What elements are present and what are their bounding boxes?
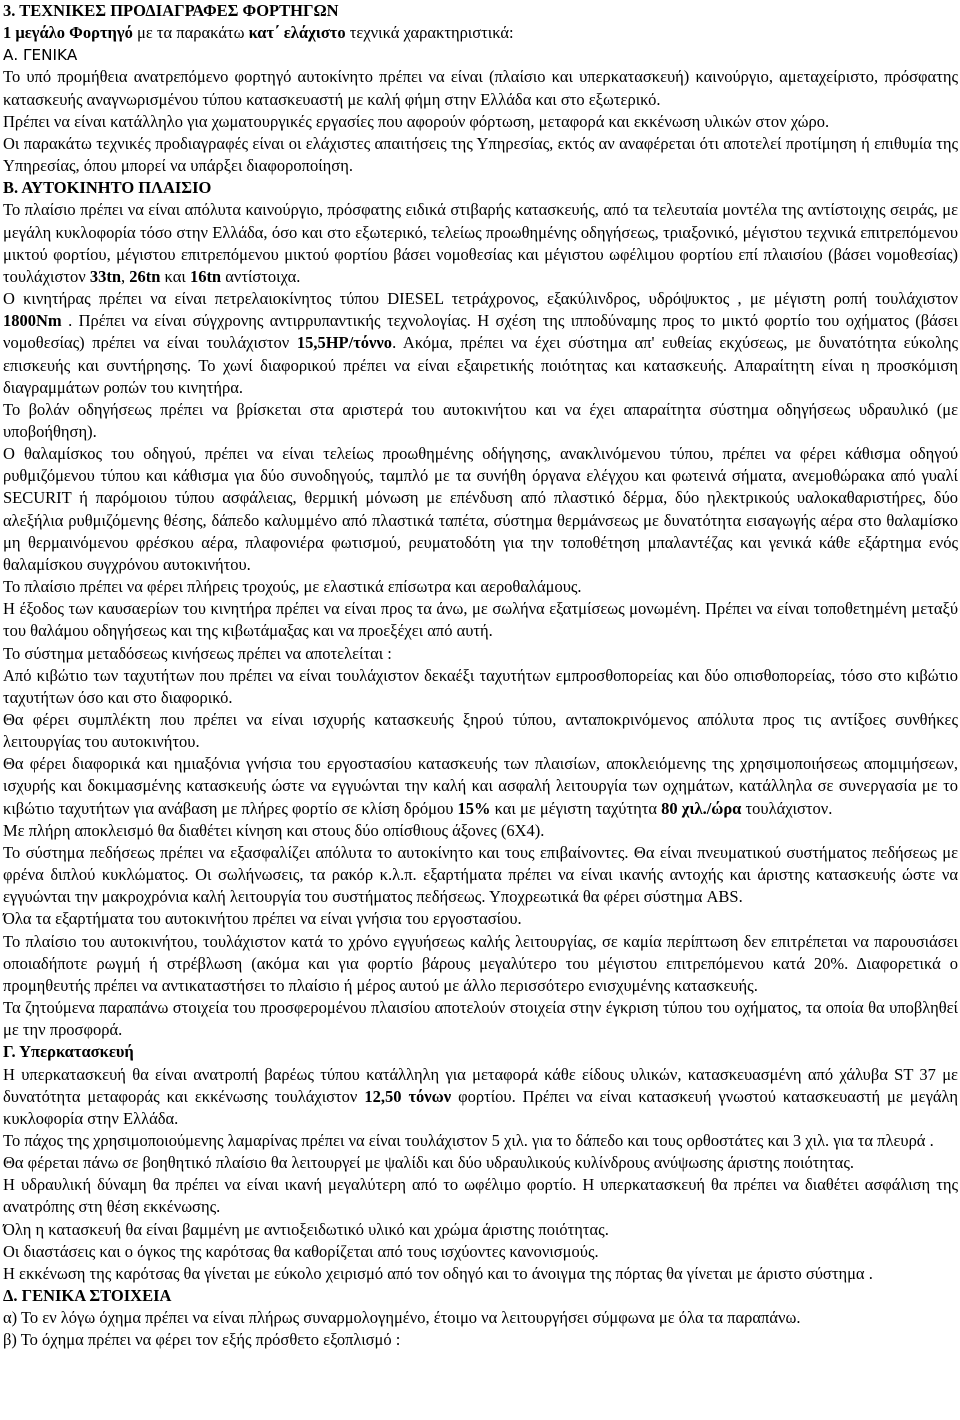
bold-value: 16tn: [189, 266, 222, 286]
section-b-paragraph: Με πλήρη αποκλεισμό θα διαθέτει κίνηση και στους δύο οπίσθιους άξονες (6Χ4).: [3, 820, 545, 840]
section-c-title: Γ. Υπερκατασκευή: [3, 1042, 134, 1062]
section-b-paragraph: Το βολάν οδηγήσεως πρέπει να βρίσκεται στα αριστερά του αυτοκινήτου και να έχει απαραίτητα σύστημα οδηγήσεως υδραυλικό (με υποβοήθηση).: [3, 399, 958, 441]
text-run: Θα φέρει διαφορικά και ημιαξόνια γνήσια του εργοστασίου κατασκευής των πλαισίων, αποκλειόμενης της χρησιμοποιήσεως απομιμήσεων, ισχυρής και δοκιμασμένης κατασκευής ώστε να εγγυώνται την καλή και ασφαλή λειτουργία των οχημάτων, κατάλληλα σε συνεργασία με το κιβώτιο ταχυτήτων για ανάβαση με πλήρες φορτίο σε κλίση δρόμου: [3, 754, 958, 818]
section-b-paragraph: Τα ζητούμενα παραπάνω στοιχεία του προσφερομένου πλαισίου αποτελούν στοιχεία στην έγκριση τύπου του οχήματος, τα οποία θα υποβληθεί με την προσφορά.: [3, 998, 958, 1040]
bold-value: 33tn: [89, 266, 121, 286]
section-d-title: Δ. ΓΕΝΙΚΑ ΣΤΟΙΧΕΙΑ: [3, 1286, 172, 1306]
intro-lead: 1 μεγάλο Φορτηγό: [3, 23, 133, 43]
text-run: . Ακόμα, πρέπει να έχει σύστημα απ' ευθείας εκχύσεως, με δυνατότητα εύκολης επισκευής και συντήρησης. Το χωνί διαφορικού πρέπει να είναι εξαιρετικής ποιότητας και κατασκευής. Απαραίτητη είναι η προσκόμιση διαγραμμάτων ροπών του κινητήρα.: [3, 333, 958, 397]
bold-value: 26tn: [129, 266, 161, 286]
section-b-paragraph: Το πλαίσιο του αυτοκινήτου, τουλάχιστον κατά το χρόνο εγγυήσεως καλής λειτουργίας, σε καμία περίπτωση δεν επιτρέπεται να παρουσιάσει οποιαδήποτε ρωγμή ή στρέβλωση (ακόμα και για φορτίο βάρους μεγαλύτερο του μέγιστου επιτρεπόμενου κατά 20%. Διαφορετικά ο προμηθευτής πρέπει να αντικαταστήσει το πλαίσιο ή μέρος αυτού με άλλο περισσότερο ενισχυμένης κατασκευής.: [3, 931, 958, 995]
section-a-paragraph: Το υπό προμήθεια ανατρεπόμενο φορτηγό αυτοκίνητο πρέπει να είναι (πλαίσιο και υπερκατασκευή) καινούργιο, αμεταχείριστο, πρόσφατης κατασκευής αναγνωρισμένου τύπου κατασκευαστή με καλή φήμη στην Ελλάδα και στο εξωτερικό.: [3, 67, 958, 109]
bold-value: 1800Nm: [3, 311, 62, 331]
section-c-paragraph: Η εκκένωση της καρότσας θα γίνεται με εύκολο χειρισμό από τον οδηγό και το άνοιγμα της πόρτας θα γίνεται με άριστο σύστημα .: [3, 1263, 873, 1283]
section-a-paragraph: Οι παρακάτω τεχνικές προδιαγραφές είναι οι ελάχιστες απαιτήσεις της Υπηρεσίας, εκτός αν αναφέρεται ότι αποτελεί προτίμηση ή επιθυμία της Υπηρεσίας, όπου μπορεί να υπάρξει διαφοροποίηση.: [3, 133, 958, 176]
bold-value: 80 χιλ./ώρα: [661, 798, 742, 818]
text-run: Η υπερκατασκευή θα είναι ανατροπή βαρέως τύπου κατάλληλη για μεταφορά κάθε είδους υλικών, κατασκευασμένη από χάλυβα ST 37 με δυνατότητα μεταφοράς και εκκένωσης τουλάχιστον: [3, 1064, 958, 1106]
intro-emphasis: κατ΄ ελάχιστο: [248, 23, 346, 43]
text-run: και: [160, 266, 190, 286]
section-b-paragraph: Το σύστημα πεδήσεως πρέπει να εξασφαλίζει απόλυτα το αυτοκίνητο και τους επιβαίνοντες. Θα είναι πνευματικού συστήματος πεδήσεως με φρένα διπλού κυκλώματος. Οι σωλήνωσεις, τα ρακόρ κ.λ.π. εξαρτήματα πρέπει να είναι ικανής αντοχής και άριστης κατασκευής ώστε να εγγυώνται την μακροχρόνια καλή λειτουργία του συστήματος πεδήσεως. Υποχρεωτικά θα φέρει σύστημα ABS.: [3, 842, 958, 907]
section-b-paragraph: Από κιβώτιο των ταχυτήτων που πρέπει να είναι τουλάχιστον δεκαέξι ταχυτήτων εμπροσθοπορείας και δύο οπισθοπορείας, τόσο στο κιβώτιο ταχυτήτων όσο και στο διαφορικό.: [3, 665, 958, 707]
bold-value: 12,50 τόνων: [364, 1086, 452, 1106]
text-run: τουλάχιστον.: [741, 798, 833, 818]
section-b-paragraph: Ο θαλαμίσκος του οδηγού, πρέπει να είναι τελείως προωθημένης οδήγησης, ανακλινόμενου τύπου, πρέπει να φέρει κάθισμα οδηγού ρυθμιζόμενου τύπου και κάθισμα για δύο συνοδηγούς, ταμπλό με τα συνήθη όργανα ελέγχου και φωτεινά σήματα, ανεμοθώρακα από γυαλί SECURIT ή παρόμοιου τύπου ασφάλειας, θερμική μόνωση με επένδυση από πλαστικό δέρμα, δύο ηλεκτρικούς υαλοκαθαριστήρες, δύο αλεξήλια ρυθμιζόμενης θέσης, δάπεδο καλυμμένο από πλαστικά ταπέτα, σύστημα θερμάνσεως με δυνατότητα εισαγωγής αέρα στο θαλαμίσκο μη θερμαινόμενου φρέσκου αέρα, πλαφονιέρα φωτισμού, ρευματοδότη για την τοποθέτηση μπαλαντέζας και γενικά κάθε εξάρτημα ενός θαλαμίσκου συγχρόνου αυτοκινήτου.: [3, 444, 958, 574]
section-b-paragraph: Το πλαίσιο πρέπει να φέρει πλήρεις τροχούς, με ελαστικά επίσωτρα και αεροθαλάμους.: [3, 577, 582, 597]
text-run: Το πλαίσιο πρέπει να είναι απόλυτα καινούργιο, πρόσφατης ειδικά στιβαρής κατασκευής, από τα τελευταία μοντέλα της αντίστοιχης σειράς, με μεγάλη κυκλοφορία τόσο στην Ελλάδα, όσο και στο εξωτερικό, τελείως προωθημένης οδηγήσεως, τριαξονικό, μέγιστου τεχνικά επιτρεπόμενου μικτού φορτίου, μέγιστου επιτρεπόμενου μικτού φορτίου βάσει νομοθεσίας και μέγιστου ωφέλιμου φορτίου επί πλαισίου (βάσει νομοθεσίας) τουλάχιστον: [3, 200, 958, 286]
section-b-paragraph: Η έξοδος των καυσαερίων του κινητήρα πρέπει να είναι προς τα άνω, με σωλήνα εξατμίσεως μονωμένη. Πρέπει να είναι τοποθετημένη μεταξύ του θαλάμου οδηγήσεως και της κιβωτάμαξας και να προεξέχει από αυτή.: [3, 599, 958, 641]
section-d-paragraph: α) Το εν λόγω όχημα πρέπει να είναι πλήρως συναρμολογημένο, έτοιμο να λειτουργήσει σύμφωνα με όλα τα παραπάνω.: [3, 1308, 801, 1328]
document-heading: 3. ΤΕΧΝΙΚΕΣ ΠΡΟΔΙΑΓΡΑΦΕΣ ΦΟΡΤΗΓΩΝ: [3, 1, 339, 20]
intro-mid: με τα παρακάτω: [132, 23, 249, 43]
bold-value: 15%: [457, 798, 491, 818]
text-run: φορτίου. Πρέπει να είναι κατασκευή γνωστού κατασκευαστή με μεγάλη κυκλοφορία στην Ελλάδα.: [3, 1086, 958, 1128]
section-b-paragraph: [3, 753, 958, 819]
section-b-paragraph: [3, 199, 958, 288]
bold-value: 15,5HP/τόννο: [296, 333, 393, 353]
section-b-paragraph: Θα φέρει συμπλέκτη που πρέπει να είναι ισχυρής κατασκευής ξηρού τύπου, ανταποκρινόμενος απόλυτα προς τις αντίξοες συνθήκες λειτουργίας του αυτοκινήτου.: [3, 710, 958, 752]
section-c-paragraph: [3, 1064, 958, 1130]
text-run: αντίστοιχα.: [221, 266, 301, 286]
section-a-paragraph: Πρέπει να είναι κατάλληλο για χωματουργικές εργασίες που αφορούν φόρτωση, μεταφορά και εκκένωση υλικών στον χώρο.: [3, 111, 830, 131]
section-c-paragraph: Το πάχος της χρησιμοποιούμενης λαμαρίνας πρέπει να είναι τουλάχιστον 5 χιλ. για το δάπεδο και τους ορθοστάτες και 3 χιλ. για τα πλευρά .: [3, 1130, 934, 1150]
section-b-paragraph: Όλα τα εξαρτήματα του αυτοκινήτου πρέπει να είναι γνήσια του εργοστασίου.: [3, 909, 522, 929]
text-run: . Πρέπει να είναι σύγχρονης αντιρρυπαντικής τεχνολογίας. Η σχέση της ιπποδύναμης προς το μικτό φορτίο του οχήματος (βάσει νομοθεσίας) πρέπει να είναι τουλάχιστον: [3, 311, 958, 353]
section-c-paragraph: Οι διαστάσεις και ο όγκος της καρότσας θα καθορίζεται από τους ισχύοντες κανονισμούς.: [3, 1241, 599, 1261]
intro-tail: τεχνικά χαρακτηριστικά:: [345, 23, 514, 43]
text-run: ,: [121, 266, 130, 286]
text-run: Ο κινητήρας πρέπει να είναι πετρελαιοκίνητος τύπου DIESEL τετράχρονος, εξακύλινδρος, υδρόψυκτος , με μέγιστη ροπή τουλάχιστον: [3, 289, 958, 309]
section-c-paragraph: Θα φέρεται πάνω σε βοηθητικό πλαίσιο θα λειτουργεί με ψαλίδι και δύο υδραυλικούς κυλίνδρους ανύψωσης άριστης ποιότητας.: [3, 1153, 854, 1173]
section-c-paragraph: Η υδραυλική δύναμη θα πρέπει να είναι ικανή μεγαλύτερη από το ωφέλιμο φορτίο. Η υπερκατασκευή θα πρέπει να διαθέτει ασφάλιση της ανατρόπης στη θέση εκκένωσης.: [3, 1175, 958, 1217]
section-c-paragraph: Όλη η κατασκευή θα είναι βαμμένη με αντιοξειδωτικό υλικό και χρώμα άριστης ποιότητας.: [3, 1219, 609, 1239]
section-b-paragraph: Το σύστημα μεταδόσεως κινήσεως πρέπει να αποτελείται :: [3, 643, 392, 663]
section-d-paragraph: β) Το όχημα πρέπει να φέρει τον εξής πρόσθετο εξοπλισμό :: [3, 1330, 401, 1350]
text-run: και με μέγιστη ταχύτητα: [490, 798, 662, 818]
section-b-title: Β. ΑΥΤΟΚΙΝΗΤΟ ΠΛΑΙΣΙΟ: [3, 178, 212, 198]
intro-line: [3, 22, 958, 44]
section-b-paragraph: [3, 288, 958, 399]
section-a-title: Α. ΓΕΝΙΚΑ: [3, 46, 78, 65]
